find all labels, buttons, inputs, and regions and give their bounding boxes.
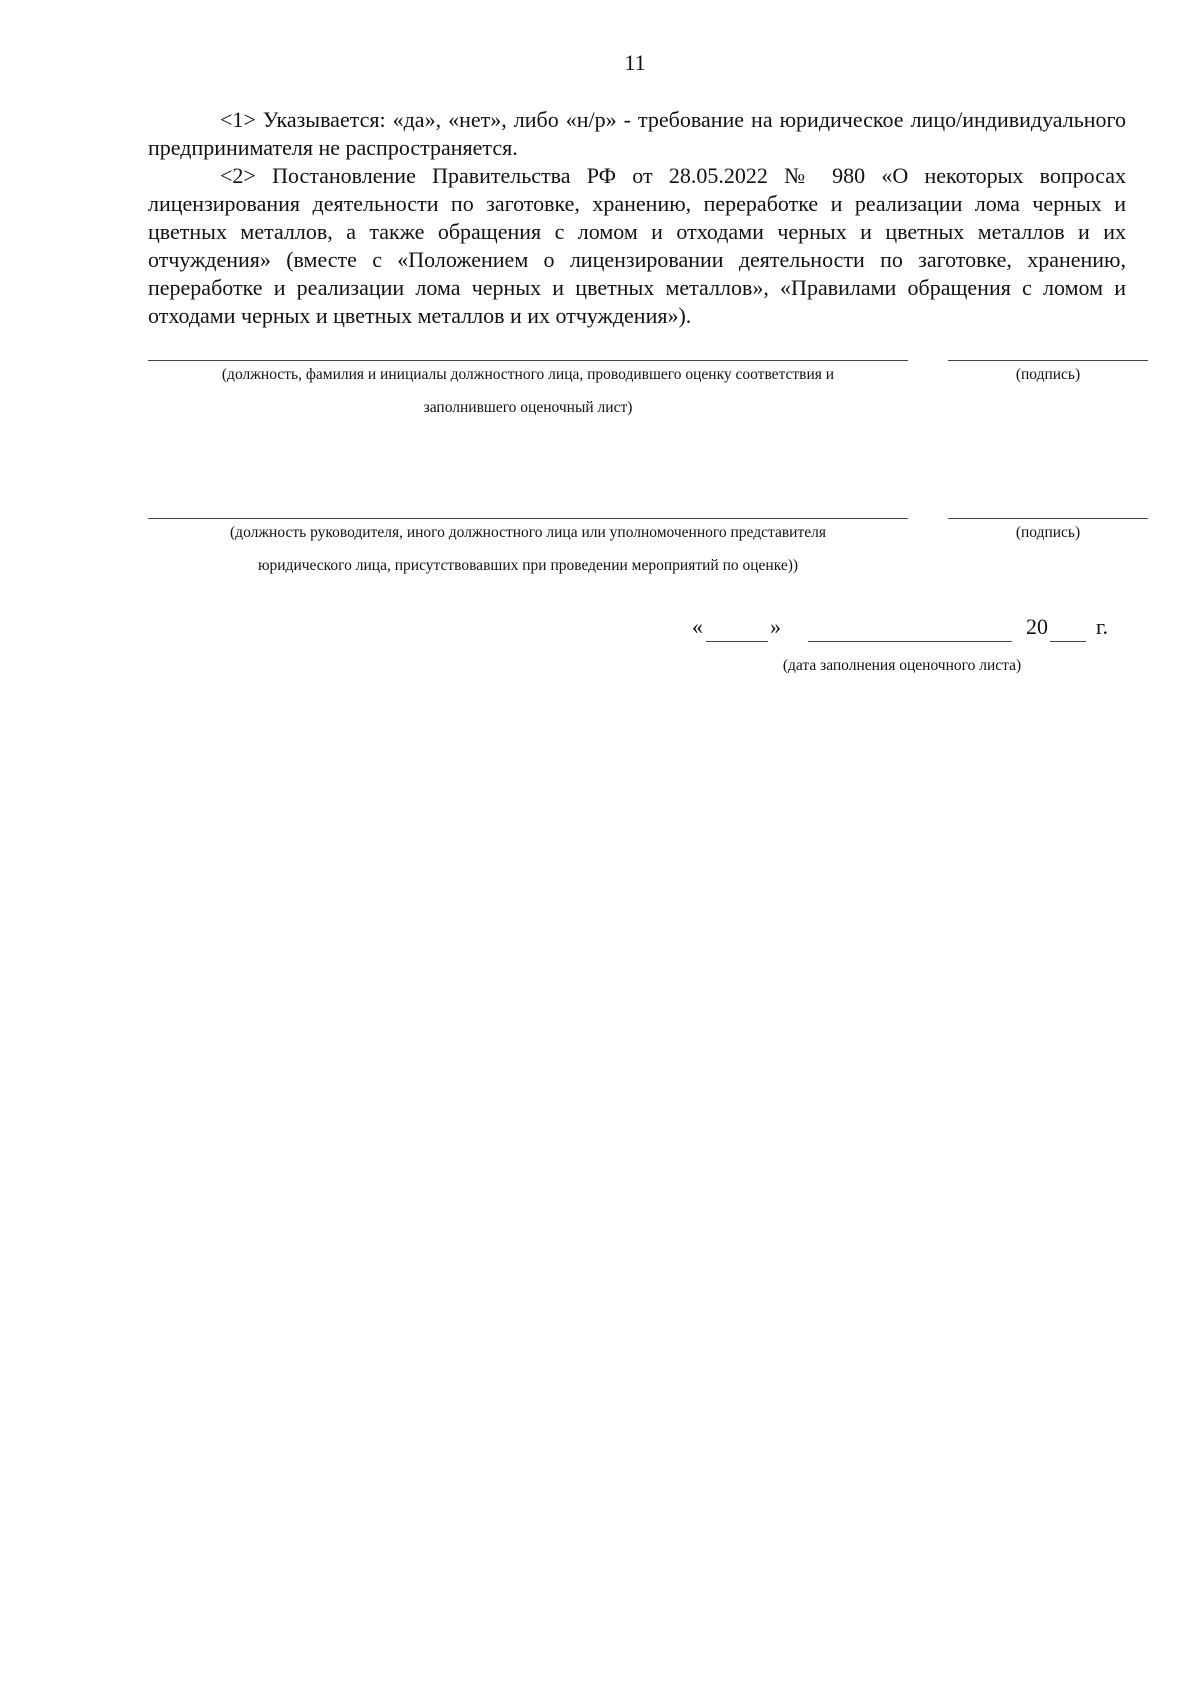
- date-close-quote: »: [770, 614, 781, 639]
- year-prefix: 20: [1026, 614, 1048, 639]
- official-name-line: [148, 360, 908, 361]
- signature-caption-1: (подпись): [1015, 366, 1081, 383]
- representative-caption-1: (должность руководителя, иного должностного лица или уполномоченного представителя: [230, 524, 826, 541]
- date-open-quote: «: [692, 614, 703, 639]
- official-name-caption-2: заполнившего оценочный лист): [423, 399, 633, 416]
- year-suffix: г.: [1096, 614, 1109, 639]
- representative-name-line: [148, 518, 908, 519]
- footnote-1: <1> Указывается: «да», «нет», либо «н/р» - требование на юридическое лицо/индивидуального предпринимателя не распространяется.: [148, 107, 1126, 160]
- official-name-caption-1: (должность, фамилия и инициалы должностного лица, проводившего оценку соответствия и: [221, 366, 835, 383]
- footnotes: [148, 106, 1126, 330]
- day-blank: [706, 641, 768, 642]
- signature-caption-2: (подпись): [1015, 524, 1081, 541]
- date-caption: (дата заполнения оценочного листа): [782, 657, 1022, 674]
- signature-line-2: [948, 518, 1148, 519]
- representative-caption-2: юридического лица, присутствовавших при проведении мероприятий по оценке)): [257, 557, 799, 574]
- page-number: 11: [624, 50, 646, 75]
- footnote-2: <2> Постановление Правительства РФ от 28.05.2022 № 980 «О некоторых вопросах лицензирования деятельности по заготовке, хранению, переработке и реализации лома черных и цветных металлов, а также обращения с ломом и отходами черных и цветных металлов и их отчуждения» (вместе с «Положением о лицензировании деятельности по заготовке, хранению, переработке и реализации лома черных и цветных металлов», «Правилами обращения с ломом и отходами черных и цветных металлов и их отчуждения»).: [148, 163, 1126, 328]
- year-blank: [1050, 641, 1086, 642]
- signature-line-1: [948, 360, 1148, 361]
- month-blank: [808, 641, 1012, 642]
